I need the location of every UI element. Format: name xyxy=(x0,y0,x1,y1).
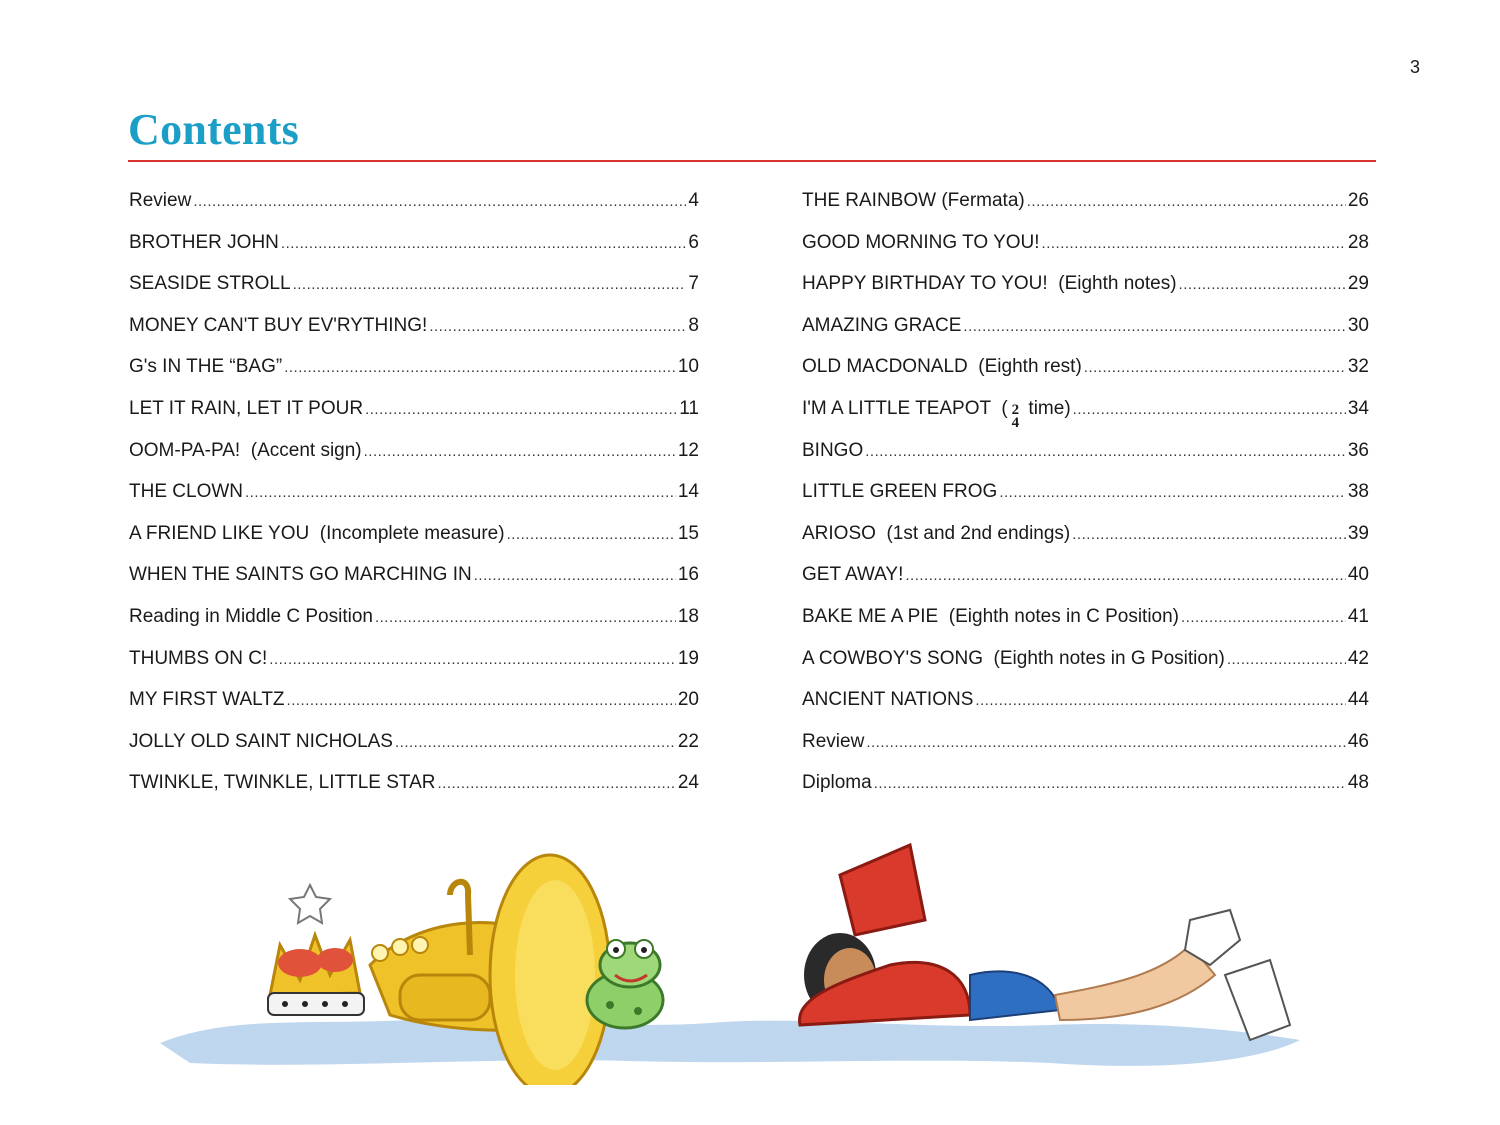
page-number: 3 xyxy=(1410,57,1421,77)
title-rule xyxy=(128,160,1376,162)
entry-page: 16 xyxy=(677,564,699,586)
blue-ground-wash xyxy=(160,1019,1300,1066)
toc-entry[interactable] xyxy=(129,273,699,315)
toc-entry[interactable] xyxy=(129,648,699,690)
page-title: Contents xyxy=(128,105,300,154)
entry-title: HAPPY BIRTHDAY TO YOU! (Eighth notes) xyxy=(802,273,1177,295)
toc-entry[interactable] xyxy=(802,481,1369,523)
entry-page: 4 xyxy=(688,190,699,211)
toc-entry[interactable] xyxy=(802,232,1369,274)
entry-title-part: I'M A LITTLE TEAPOT ( xyxy=(802,397,1008,419)
toc-entry[interactable] xyxy=(129,440,699,482)
toc-entry[interactable] xyxy=(129,731,699,773)
entry-page: 38 xyxy=(1347,481,1369,503)
dot-leader xyxy=(1072,526,1346,543)
entry-page: 44 xyxy=(1347,689,1369,711)
dot-leader xyxy=(364,443,676,460)
toc-entry[interactable] xyxy=(802,523,1369,565)
entry-title: BAKE ME A PIE (Eighth notes in C Position) xyxy=(802,605,1180,627)
dot-leader xyxy=(474,567,676,584)
dot-leader xyxy=(293,276,687,293)
dot-leader xyxy=(438,775,676,792)
dot-leader xyxy=(287,692,676,709)
entry-page: 11 xyxy=(679,397,699,419)
entry-title: GET AWAY! xyxy=(802,564,904,586)
dot-leader xyxy=(1179,276,1346,293)
entry-title: OLD MACDONALD (Eighth rest) xyxy=(802,356,1082,378)
toc-entry[interactable] xyxy=(129,523,699,565)
dot-leader xyxy=(269,651,676,668)
entry-title: LITTLE GREEN FROG xyxy=(802,481,998,503)
entry-title: SEASIDE STROLL xyxy=(129,273,291,295)
toc-entry[interactable] xyxy=(802,648,1369,690)
time-signature xyxy=(1011,401,1020,431)
entry-title: BINGO xyxy=(802,439,864,461)
contents-left-column xyxy=(129,190,699,814)
dot-leader xyxy=(395,734,676,751)
entry-page: 30 xyxy=(1347,314,1369,336)
toc-entry[interactable] xyxy=(802,772,1369,814)
toc-entry[interactable] xyxy=(129,315,699,357)
girl-band-leader-illustration xyxy=(800,845,1290,1040)
entry-title: LET IT RAIN, LET IT POUR xyxy=(129,397,364,419)
time-signature-top: 2 xyxy=(1011,401,1020,418)
dot-leader xyxy=(284,359,676,376)
entry-title: OOM-PA-PA! (Accent sign) xyxy=(129,439,362,461)
entry-page: 39 xyxy=(1347,522,1369,544)
toc-entry[interactable] xyxy=(802,440,1369,482)
entry-page: 36 xyxy=(1347,439,1369,461)
entry-page: 40 xyxy=(1347,564,1369,586)
entry-title: GOOD MORNING TO YOU! xyxy=(802,231,1040,253)
toc-entry[interactable] xyxy=(802,190,1369,232)
entry-page: 15 xyxy=(677,522,699,544)
entry-title: Review xyxy=(129,190,192,211)
entry-title: Review xyxy=(802,730,865,752)
dot-leader xyxy=(1227,651,1346,668)
entry-page: 28 xyxy=(1347,231,1369,253)
dot-leader xyxy=(975,692,1345,709)
entry-page: 19 xyxy=(677,647,699,669)
entry-title: MY FIRST WALTZ xyxy=(129,689,285,711)
entry-page: 46 xyxy=(1347,730,1369,752)
entry-title: AMAZING GRACE xyxy=(802,314,962,336)
dot-leader xyxy=(999,484,1346,501)
entry-title: ARIOSO (1st and 2nd endings) xyxy=(802,522,1071,544)
toc-entry[interactable] xyxy=(129,772,699,814)
dot-leader xyxy=(245,484,676,501)
band-illustration xyxy=(150,825,1320,1085)
entry-title: MONEY CAN'T BUY EV'RYTHING! xyxy=(129,314,428,336)
toc-entry[interactable] xyxy=(802,731,1369,773)
toc-entry[interactable] xyxy=(129,564,699,606)
dot-leader xyxy=(874,775,1346,792)
toc-entry[interactable] xyxy=(802,689,1369,731)
entry-page: 14 xyxy=(677,481,699,503)
entry-page: 8 xyxy=(688,314,699,336)
dot-leader xyxy=(963,318,1345,335)
toc-entry[interactable] xyxy=(802,606,1369,648)
toc-entry[interactable] xyxy=(802,398,1369,440)
dot-leader xyxy=(1084,359,1346,376)
entry-page: 22 xyxy=(677,730,699,752)
dot-leader xyxy=(1042,235,1346,252)
entry-page: 29 xyxy=(1347,273,1369,295)
dot-leader xyxy=(1073,401,1346,418)
entry-page: 7 xyxy=(688,273,699,295)
entry-page: 12 xyxy=(677,439,699,461)
toc-entry[interactable] xyxy=(802,273,1369,315)
entry-title: JOLLY OLD SAINT NICHOLAS xyxy=(129,730,393,752)
toc-entry[interactable] xyxy=(802,315,1369,357)
entry-page: 6 xyxy=(688,231,699,253)
entry-title: ANCIENT NATIONS xyxy=(802,689,974,711)
dot-leader xyxy=(865,443,1346,460)
entry-title: A COWBOY'S SONG (Eighth notes in G Position) xyxy=(802,647,1225,669)
entry-title: Diploma xyxy=(802,772,872,794)
entry-page: 48 xyxy=(1347,772,1369,794)
toc-entry[interactable] xyxy=(129,481,699,523)
entry-title: A FRIEND LIKE YOU (Incomplete measure) xyxy=(129,522,505,544)
entry-title: THUMBS ON C! xyxy=(129,647,268,669)
dot-leader xyxy=(866,734,1346,751)
toc-entry[interactable] xyxy=(129,689,699,731)
entry-page: 24 xyxy=(677,772,699,794)
dot-leader xyxy=(507,526,676,543)
toc-entry[interactable] xyxy=(129,232,699,274)
contents-right-column xyxy=(802,190,1369,814)
dot-leader xyxy=(429,318,686,335)
entry-page: 32 xyxy=(1347,356,1369,378)
entry-title: TWINKLE, TWINKLE, LITTLE STAR xyxy=(129,772,436,794)
entry-title: WHEN THE SAINTS GO MARCHING IN xyxy=(129,564,472,586)
entry-page: 26 xyxy=(1347,190,1369,211)
entry-page: 34 xyxy=(1347,397,1369,419)
dot-leader xyxy=(365,401,677,418)
dot-leader xyxy=(193,193,686,210)
dot-leader xyxy=(1181,609,1346,626)
entry-page: 10 xyxy=(677,356,699,378)
dot-leader xyxy=(1027,193,1346,210)
entry-page: 18 xyxy=(677,605,699,627)
entry-title: G's IN THE “BAG” xyxy=(129,356,283,378)
entry-page: 41 xyxy=(1347,605,1369,627)
dot-leader xyxy=(281,235,687,252)
toc-entry[interactable] xyxy=(129,398,699,440)
entry-title-part: time) xyxy=(1023,397,1071,419)
dot-leader xyxy=(905,567,1346,584)
entry-title: THE RAINBOW (Fermata) xyxy=(802,190,1025,211)
toc-entry[interactable] xyxy=(129,606,699,648)
toc-entry[interactable] xyxy=(129,190,699,232)
entry-page: 42 xyxy=(1347,647,1369,669)
entry-title: Reading in Middle C Position xyxy=(129,605,373,627)
time-signature-bottom: 4 xyxy=(1011,414,1020,431)
entry-page: 20 xyxy=(677,689,699,711)
toc-entry[interactable] xyxy=(802,356,1369,398)
dot-leader xyxy=(375,609,676,626)
toc-entry[interactable] xyxy=(802,564,1369,606)
entry-title: THE CLOWN xyxy=(129,481,243,503)
toc-entry[interactable] xyxy=(129,356,699,398)
crown-illustration xyxy=(268,885,364,1015)
entry-title: BROTHER JOHN xyxy=(129,231,279,253)
